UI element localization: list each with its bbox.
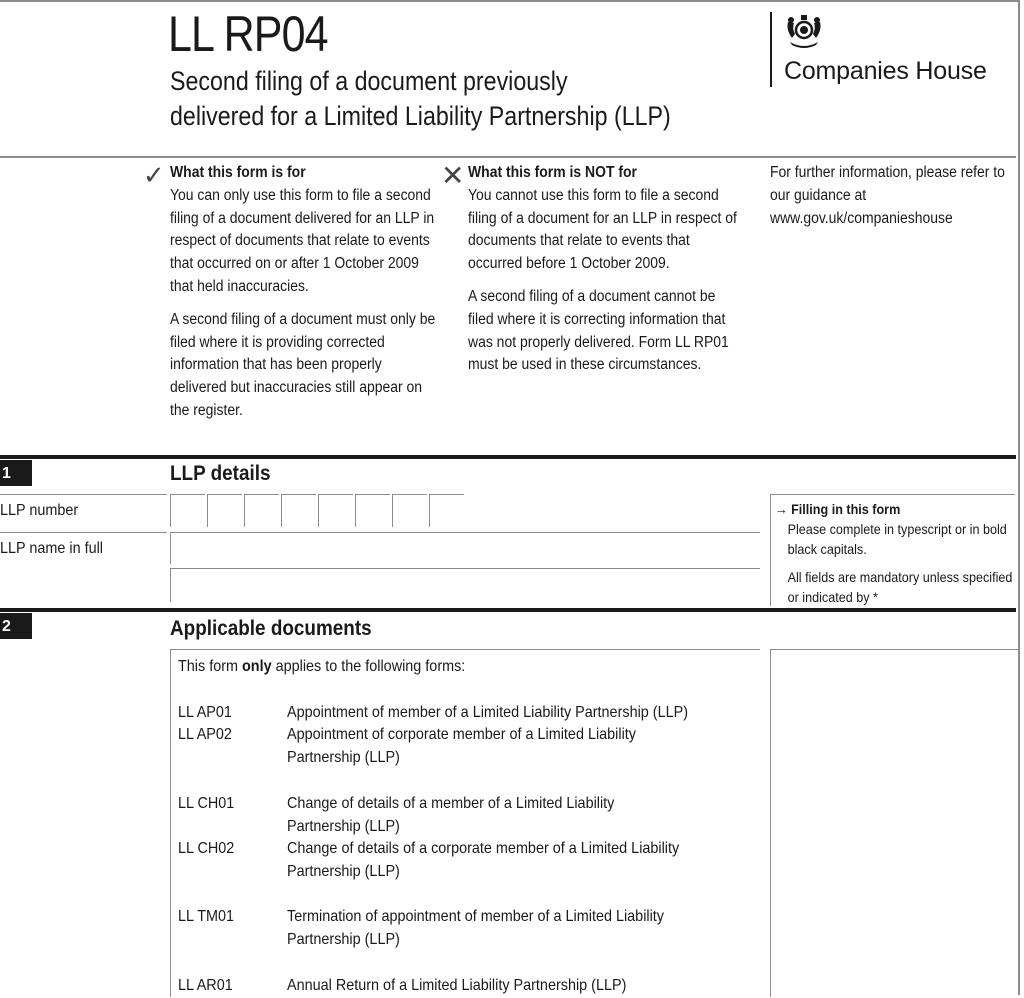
filling-in-text: Please complete in typescript or in bold black capitals.: [787, 521, 1007, 557]
further-info-text: For further information, please refer to our guidance at www.gov.uk/companieshouse: [770, 164, 1005, 227]
document-code: LL AR01: [178, 977, 233, 994]
llp-name-row-divider: [0, 532, 167, 533]
document-description: Termination of appointment of member of a Limited Liability Partnership (LLP): [287, 908, 664, 948]
llp-number-digit-box[interactable]: [392, 494, 427, 527]
cross-icon: ✕: [441, 160, 465, 191]
form-is-for-paragraph: You can only use this form to file a second filing of a document delivered for an LLP in respect of documents that relate to events that occurred on or after 1 October 2009 that held inaccuracies.: [170, 186, 435, 295]
arrow-right-icon: →: [775, 501, 792, 517]
document-description: Appointment of member of a Limited Liability Partnership (LLP): [287, 704, 688, 721]
document-description: Annual Return of a Limited Liability Partnership (LLP): [287, 977, 627, 994]
llp-number-digit-box[interactable]: [170, 494, 205, 527]
form-title-line-1: Second filing of a document previously: [170, 66, 568, 96]
intro-text: applies to the following forms:: [271, 658, 466, 675]
llp-number-input[interactable]: [170, 494, 470, 527]
llp-name-input-line-1[interactable]: [170, 532, 760, 564]
form-not-for-block: [468, 162, 738, 377]
document-code: LL TM01: [178, 908, 235, 925]
llp-number-digit-box[interactable]: [318, 494, 353, 527]
section-2-rule: [0, 608, 1016, 612]
form-is-for-heading: What this form is for: [170, 164, 306, 181]
org-name: Companies House: [784, 57, 987, 85]
llp-number-label: LLP number: [0, 502, 79, 519]
royal-coat-of-arms-icon: [784, 14, 824, 50]
filling-in-heading: Filling in this form: [791, 501, 901, 517]
llp-name-label: LLP name in full: [0, 540, 104, 557]
llp-number-row-divider: [0, 494, 167, 495]
further-info-block: [770, 162, 1013, 230]
applicable-documents-box: [170, 649, 760, 997]
section-2-side-panel: [770, 649, 1018, 997]
mandatory-fields-text: All fields are mandatory unless specified or indicated by *: [787, 569, 1013, 605]
form-title-line-2: delivered for a Limited Liability Partnership (LLP): [170, 101, 671, 131]
applicable-documents-intro: [178, 656, 465, 678]
checkmark-icon: ✓: [143, 160, 165, 190]
intro-emphasis: only: [242, 658, 272, 675]
document-description: Appointment of corporate member of a Limited Liability Partnership (LLP): [287, 726, 636, 766]
llp-number-digit-box[interactable]: [207, 494, 242, 527]
document-description: Change of details of a member of a Limited Liability Partnership (LLP): [287, 795, 615, 835]
section-1-title: LLP details: [170, 462, 271, 485]
form-is-for-block: [170, 162, 436, 423]
form-is-for-paragraph: A second filing of a document must only be filed where it is providing corrected information that has been properly delivered but inaccuracies still appear on the register.: [170, 310, 436, 419]
section-1-number: 1: [0, 460, 32, 486]
section-2-title: Applicable documents: [170, 617, 372, 640]
header-divider: [0, 156, 1016, 158]
form-not-for-paragraph: You cannot use this form to file a second filing of a document for an LLP in respect of documents that relate to events that occurred before 1 October 2009.: [468, 186, 737, 273]
section-1-rule: [0, 455, 1016, 459]
llp-number-digit-box[interactable]: [429, 494, 464, 527]
llp-number-digit-box[interactable]: [244, 494, 279, 527]
form-title: [170, 64, 720, 134]
intro-text: This form: [178, 658, 243, 675]
llp-name-input-line-2[interactable]: [170, 568, 760, 602]
document-description: Change of details of a corporate member of a Limited Liability Partnership (LLP): [287, 840, 680, 880]
document-code: LL CH02: [178, 840, 235, 857]
document-code: LL CH01: [178, 795, 235, 812]
form-not-for-paragraph: A second filing of a document cannot be filed where it is correcting information that was not properly delivered. Form LL RP01 must be used in these circumstances.: [468, 287, 729, 374]
companies-house-logo: [770, 12, 1022, 87]
filling-in-heading-row: [775, 499, 1018, 519]
llp-number-digit-box[interactable]: [281, 494, 316, 527]
llp-number-digit-box[interactable]: [355, 494, 390, 527]
form-not-for-heading: What this form is NOT for: [468, 164, 637, 181]
form-code: LL RP04: [168, 6, 328, 62]
filling-in-help-box: [770, 494, 1015, 606]
document-code: LL AP01: [178, 704, 232, 721]
section-2-number: 2: [0, 613, 32, 639]
document-code: LL AP02: [178, 726, 232, 743]
